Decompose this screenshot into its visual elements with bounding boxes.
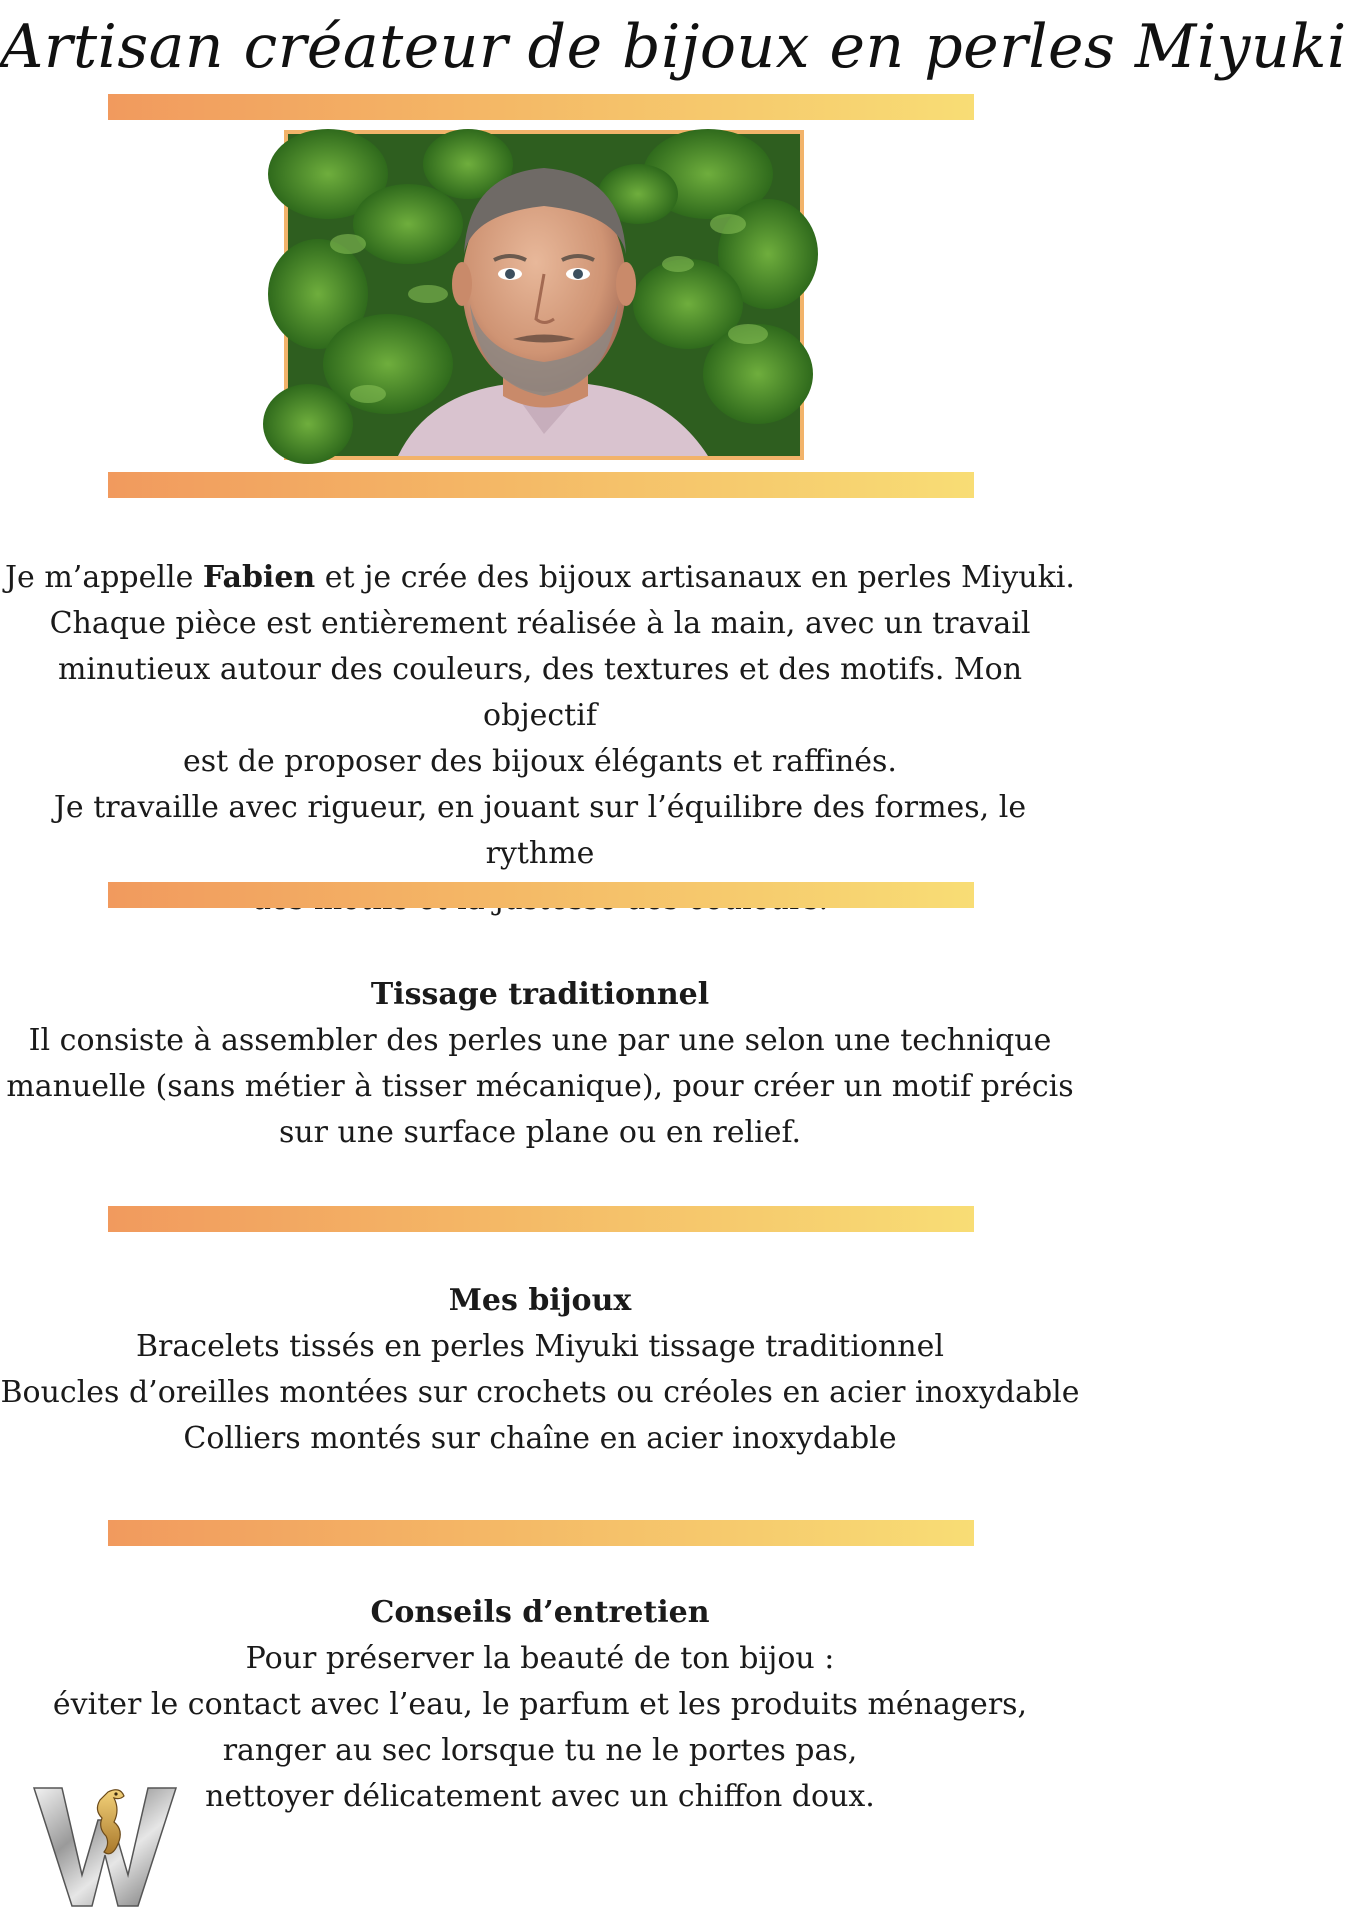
intro-line: Je travaille avec rigueur, en jouant sur l’équilibre des formes, le rythme bbox=[53, 790, 1027, 871]
w-seahorse-logo-icon bbox=[30, 1780, 180, 1912]
divider-bar bbox=[108, 882, 974, 908]
section-line: Colliers montés sur chaîne en acier inoxydable bbox=[183, 1421, 897, 1456]
bijoux-section bbox=[0, 1278, 1080, 1462]
section-line: sur une surface plane ou en relief. bbox=[278, 1115, 802, 1150]
intro-line: est de proposer des bijoux élégants et raffinés. bbox=[183, 744, 897, 779]
section-line: Pour préserver la beauté de ton bijou : bbox=[245, 1641, 835, 1676]
section-line: manuelle (sans métier à tisser mécanique), pour créer un motif précis bbox=[6, 1069, 1074, 1104]
intro-text-part: Je m’appelle bbox=[5, 560, 203, 595]
divider-bar bbox=[108, 1206, 974, 1232]
section-heading: Mes bijoux bbox=[448, 1283, 632, 1318]
section-line: ranger au sec lorsque tu ne le portes pas, bbox=[222, 1733, 858, 1768]
divider-bar bbox=[108, 472, 974, 498]
intro-text-part: et je crée des bijoux artisanaux en perles Miyuki. bbox=[315, 560, 1075, 595]
section-line: Bracelets tissés en perles Miyuki tissage traditionnel bbox=[136, 1329, 944, 1364]
divider-bar bbox=[108, 1520, 974, 1546]
section-heading: Conseils d’entretien bbox=[370, 1595, 710, 1630]
intro-line: minutieux autour des couleurs, des textures et des motifs. Mon objectif bbox=[57, 652, 1023, 733]
portrait-photo bbox=[284, 130, 804, 460]
divider-bar bbox=[108, 94, 974, 120]
section-line: Boucles d’oreilles montées sur crochets ou créoles en acier inoxydable bbox=[0, 1375, 1080, 1410]
section-line: éviter le contact avec l’eau, le parfum et les produits ménagers, bbox=[52, 1687, 1028, 1722]
section-heading: Tissage traditionnel bbox=[370, 977, 710, 1012]
intro-line: Chaque pièce est entièrement réalisée à la main, avec un travail bbox=[49, 606, 1031, 641]
intro-text bbox=[0, 555, 1080, 923]
artisan-name: Fabien bbox=[202, 560, 316, 595]
section-line: Il consiste à assembler des perles une par une selon une technique bbox=[28, 1023, 1052, 1058]
intro-line bbox=[0, 555, 1080, 601]
section-line: nettoyer délicatement avec un chiffon doux. bbox=[205, 1779, 875, 1814]
page-title: Artisan créateur de bijoux en perles Miyuki bbox=[0, 12, 1347, 82]
tissage-section bbox=[0, 972, 1080, 1156]
